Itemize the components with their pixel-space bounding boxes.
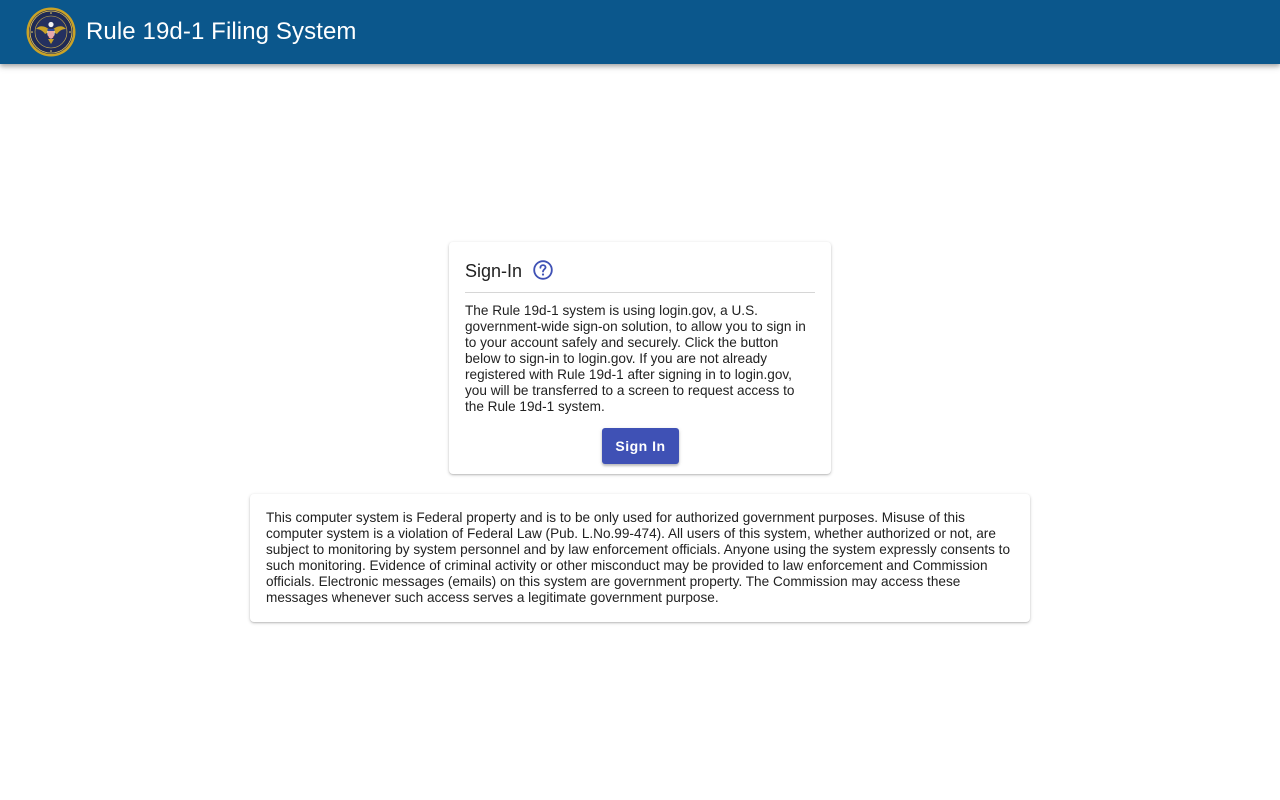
sign-in-button[interactable]: Sign In [602, 428, 679, 464]
signin-card [449, 242, 831, 474]
card-divider [465, 292, 815, 293]
signin-description: The Rule 19d-1 system is using login.gov, a U.S. government-wide sign-on solution, to allow you to sign in to your account safely and securely. Click the button below to sign-in to login.gov. If you are not already registered with Rule 19d-1 after signing in to login.gov, you will be transferred to a screen to request access to the Rule 19d-1 system. [465, 303, 806, 414]
app-header [0, 0, 1280, 64]
security-warning-text: This computer system is Federal property and is to be only used for authorized government purposes. Misuse of this computer system is a violation of Federal Law (Pub. L.No.99-474). All users of this system, whether authorized or not, are subject to monitoring by system personnel and by law enforcement officials. Anyone using the system expressly consents to such monitoring. Evidence of criminal activity or other misconduct may be provided to law enforcement and Commission officials. Electronic messages (emails) on this system are government property. The Commission may access these messages whenever such access serves a legitimate government purpose. [266, 510, 1011, 605]
security-warning-card [250, 494, 1030, 622]
signin-title: Sign-In [465, 261, 523, 281]
help-circle-icon[interactable] [532, 259, 554, 281]
sec-seal-icon [26, 7, 76, 57]
app-title: Rule 19d-1 Filing System [86, 18, 357, 45]
